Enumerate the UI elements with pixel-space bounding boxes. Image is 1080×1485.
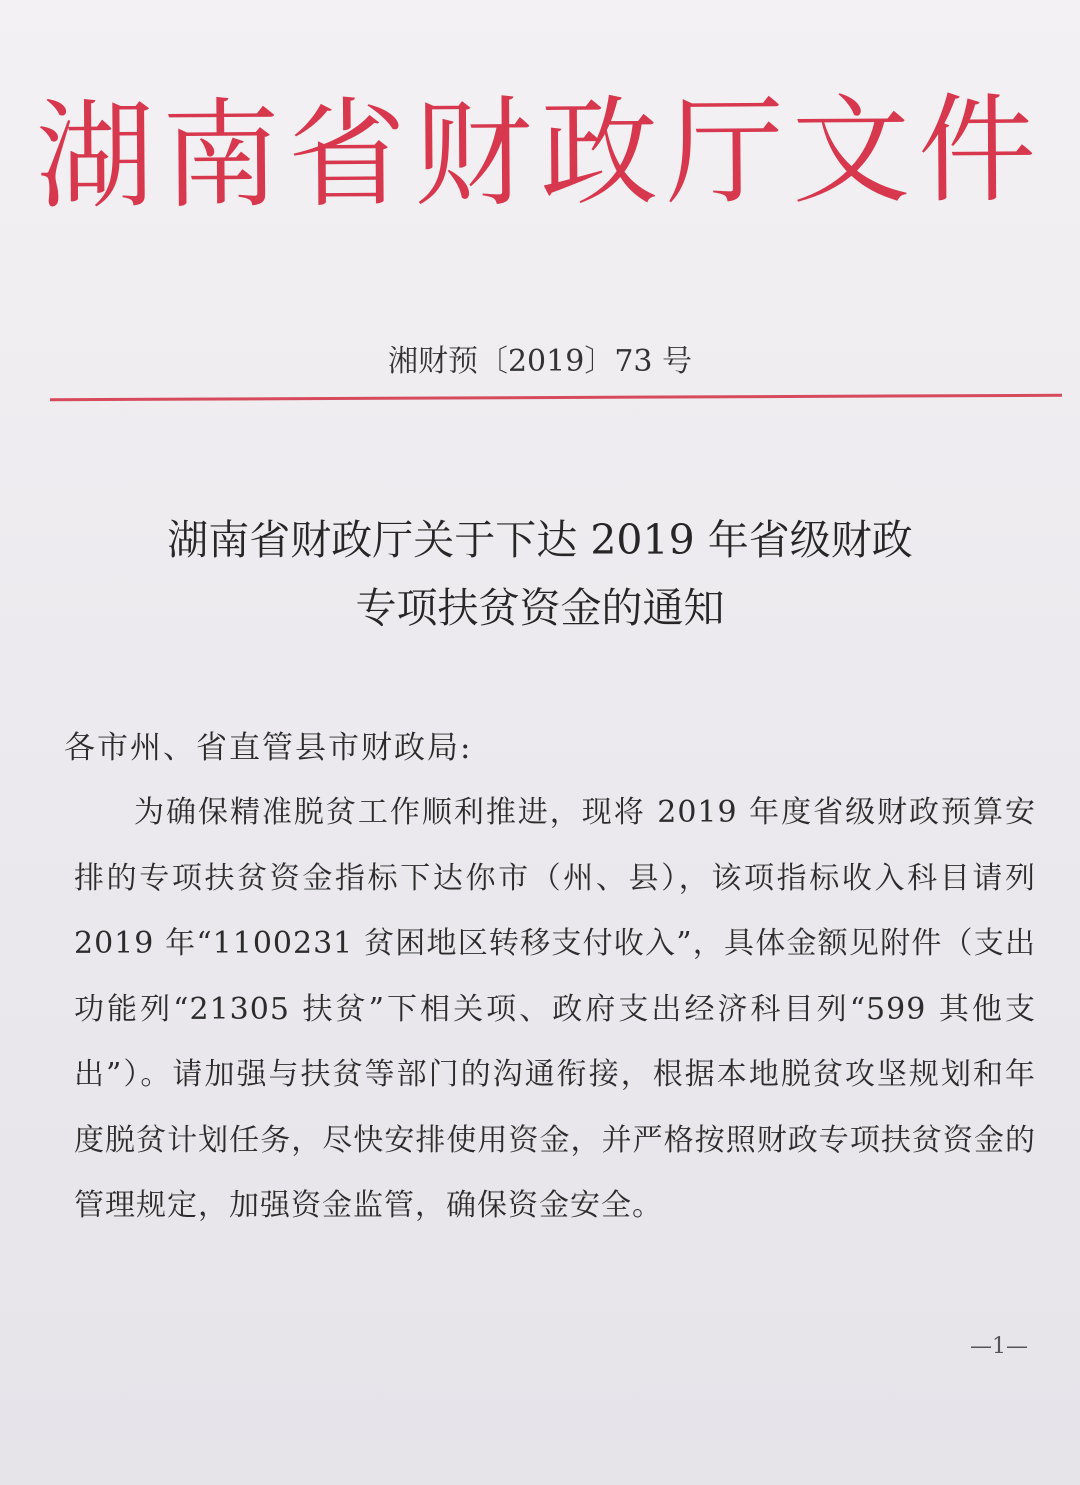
document-title-line-2: 专项扶贫资金的通知 (355, 584, 725, 632)
document-title-line-1: 湖南省财政厅关于下达 2019 年省级财政 (167, 516, 913, 564)
document-number: 湘财预〔2019〕73 号 (387, 344, 693, 379)
red-divider-line (50, 394, 1062, 401)
salutation: 各市州、省直管县市财政局: (64, 730, 473, 766)
page-number: —1— (970, 1334, 1028, 1359)
document-masthead: 湖南省财政厅文件 (35, 80, 1045, 226)
body-paragraph: 为确保精准脱贫工作顺利推进，现将 2019 年度省级财政预算安排的专项扶贫资金指标下达你市（州、县），该项指标收入科目请列 2019 年“1100231 贫困地区转移支付收入”，具体金额见附件（支出功能列“21305 扶贫”下相关项、政府支出经济科目列“599 其他支出”）。请加强与扶贫等部门的沟通衔接，根据本地脱贫攻坚规划和年度脱贫计划任务，尽快安排使用资金，并严格按照财政专项扶贫资金的管理规定，加强资金监管，确保资金安全。 (74, 795, 1036, 1223)
document-title (0, 506, 1080, 642)
